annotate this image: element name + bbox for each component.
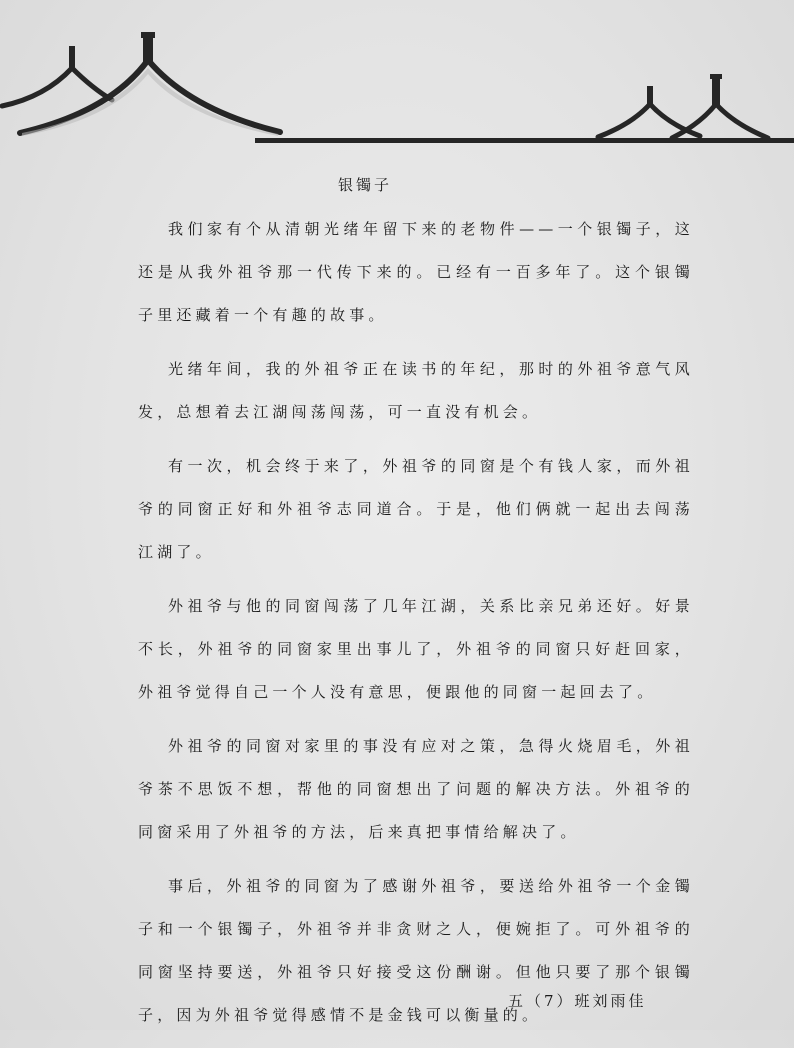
- essay-paragraph-1: 我们家有个从清朝光绪年留下来的老物件——一个银镯子，这还是从我外祖爷那一代传下来的。已经有一百多年了。这个银镯子里还藏着一个有趣的故事。: [138, 220, 694, 324]
- essay-paragraph-6: 事后，外祖爷的同窗为了感谢外祖爷，要送给外祖爷一个金镯子和一个银镯子，外祖爷并非贪财之人，便婉拒了。可外祖爷的同窗坚持要送，外祖爷只好接受这份酬谢。但他只要了那个银镯子，因为外祖爷觉得感情不是金钱可以衡量的。: [138, 877, 694, 1024]
- essay-paragraph-3: 有一次，机会终于来了，外祖爷的同窗是个有钱人家，而外祖爷的同窗正好和外祖爷志同道合。于是，他们俩就一起出去闯荡江湖了。: [138, 457, 694, 561]
- essay-paragraph-4: 外祖爷与他的同窗闯荡了几年江湖，关系比亲兄弟还好。好景不长，外祖爷的同窗家里出事儿了，外祖爷的同窗只好赶回家，外祖爷觉得自己一个人没有意思，便跟他的同窗一起回去了。: [138, 597, 694, 701]
- essay-paragraph-5: 外祖爷的同窗对家里的事没有应对之策，急得火烧眉毛，外祖爷茶不思饭不想，帮他的同窗想出了问题的解决方法。外祖爷的同窗采用了外祖爷的方法，后来真把事情给解决了。: [138, 737, 694, 841]
- essay-paragraph-2: 光绪年间，我的外祖爷正在读书的年纪，那时的外祖爷意气风发，总想着去江湖闯荡闯荡，可一直没有机会。: [138, 360, 694, 421]
- roof-eaves-decoration-icon: [0, 0, 794, 170]
- essay-title: 银镯子: [338, 176, 393, 194]
- essay-body: [138, 208, 694, 1048]
- author-signature: 五（7）班刘雨佳: [508, 992, 647, 1010]
